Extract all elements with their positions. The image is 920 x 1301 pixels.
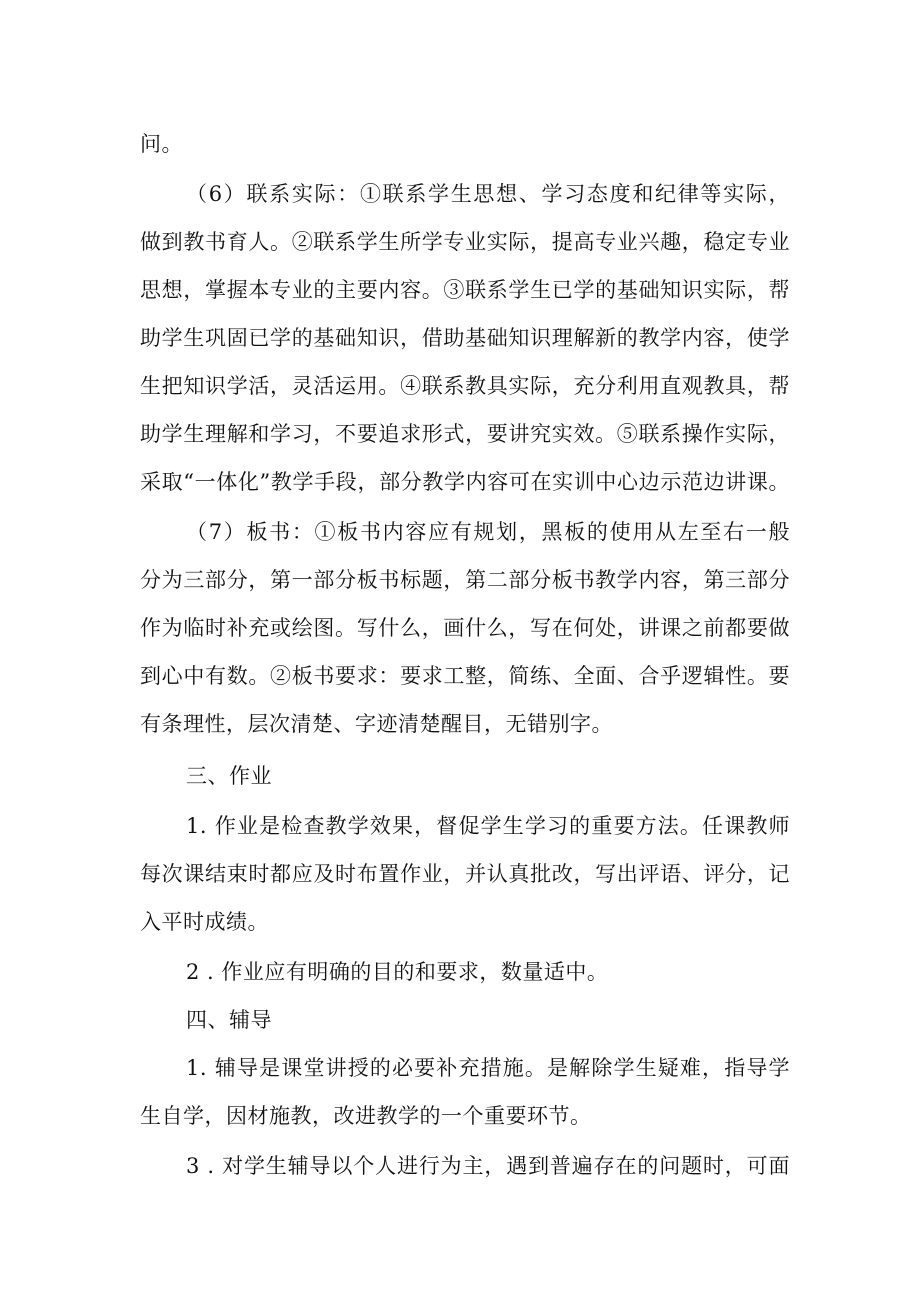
text-line-20: 1. 辅导是课堂讲授的必要补充措施。是解除学生疑难，指导学 bbox=[186, 1056, 790, 1080]
text-line-18: 2 . 作业应有明确的目的和要求，数量适中。 bbox=[186, 960, 609, 984]
text-line-10: 分为三部分，第一部分板书标题，第二部分板书教学内容，第三部分 bbox=[140, 568, 790, 592]
text-line-7: 助学生理解和学习，不要追求形式，要讲究实效。⑤联系操作实际， bbox=[140, 422, 790, 446]
text-line-22: 3 . 对学生辅导以个人进行为主，遇到普遍存在的问题时，可面 bbox=[186, 1154, 790, 1178]
text-line-8: 采取“一体化”教学手段，部分教学内容可在实训中心边示范边讲课。 bbox=[140, 470, 790, 494]
text-line-21: 生自学，因材施教，改进教学的一个重要环节。 bbox=[140, 1104, 592, 1128]
text-line-16: 每次课结束时都应及时布置作业，并认真批改，写出评语、评分，记 bbox=[140, 862, 790, 886]
text-line-11: 作为临时补充或绘图。写什么，画什么，写在何处，讲课之前都要做 bbox=[140, 616, 790, 640]
text-line-4: 思想，掌握本专业的主要内容。③联系学生已学的基础知识实际，帮 bbox=[140, 278, 790, 302]
text-line-9: （7）板书：①板书内容应有规划，黑板的使用从左至右一般 bbox=[186, 520, 790, 544]
text-line-12: 到心中有数。②板书要求：要求工整，简练、全面、合乎逻辑性。要 bbox=[140, 664, 790, 688]
text-line-6: 生把知识学活，灵活运用。④联系教具实际，充分利用直观教具，帮 bbox=[140, 374, 790, 398]
text-line-2: （6）联系实际：①联系学生思想、学习态度和纪律等实际， bbox=[186, 182, 790, 206]
text-line-17: 入平时成绩。 bbox=[140, 910, 269, 934]
text-line-15: 1. 作业是检查教学效果，督促学生学习的重要方法。任课教师 bbox=[186, 814, 790, 838]
text-line-1: 问。 bbox=[140, 132, 183, 156]
text-line-3: 做到教书育人。②联系学生所学专业实际，提高专业兴趣，稳定专业 bbox=[140, 230, 790, 254]
section-heading-homework: 三、作业 bbox=[186, 764, 272, 788]
text-line-5: 助学生巩固已学的基础知识，借助基础知识理解新的教学内容，使学 bbox=[140, 326, 790, 350]
section-heading-tutoring: 四、辅导 bbox=[186, 1008, 272, 1032]
text-line-13: 有条理性，层次清楚、字迹清楚醒目，无错别字。 bbox=[140, 712, 613, 736]
